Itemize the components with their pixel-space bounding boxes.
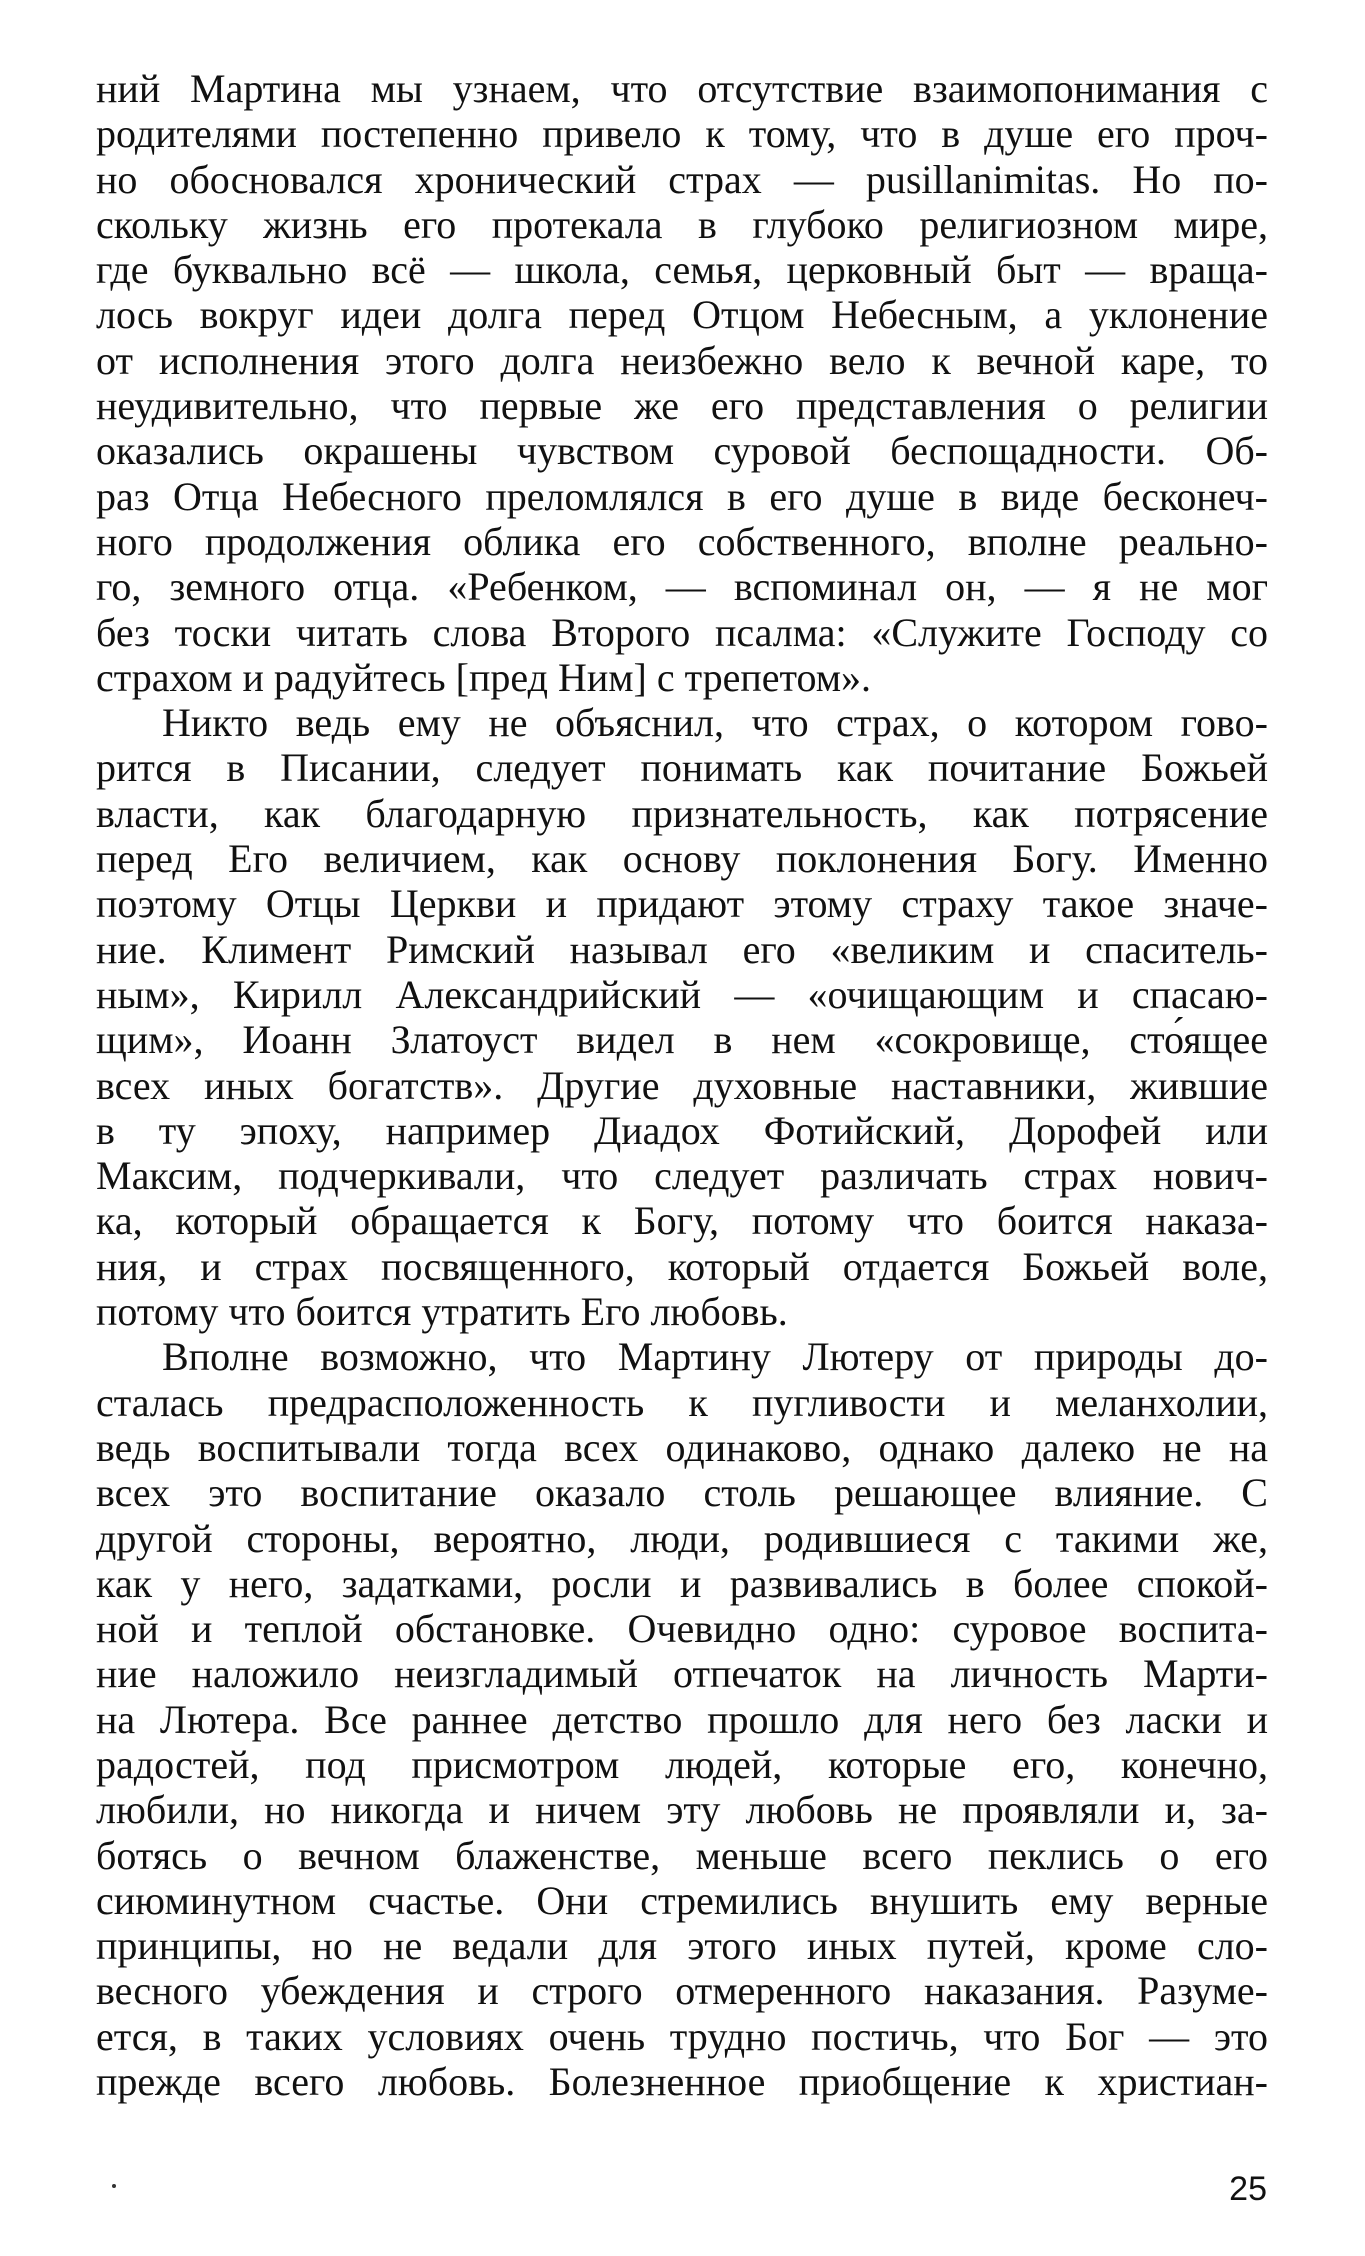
text-line: щим», Иоанн Златоуст видел в нем «сокровище, сто́ящее (96, 1017, 1268, 1063)
text-line: лось вокруг идеи долга перед Отцом Небесным, а уклонение (96, 292, 1268, 338)
text-line: власти, как благодарную признательность, как потрясение (96, 790, 1268, 836)
text-line: ния, и страх посвященного, который отдается Божьей воле, (96, 1243, 1268, 1289)
text-line: Максим, подчеркивали, что следует различать страх нович- (96, 1153, 1268, 1199)
text-line: потому что боится утратить Его любовь. (96, 1289, 788, 1335)
text-line: ведь воспитывали тогда всех одинаково, однако далеко не на (96, 1424, 1268, 1470)
text-line: всех иных богатств». Другие духовные наставники, жившие (96, 1062, 1268, 1108)
text-line: без тоски читать слова Второго псалма: «Служите Господу со (96, 609, 1268, 655)
text-line: ний Мартина мы узнаем, что отсутствие взаимопонимания с (96, 66, 1268, 111)
text-line: раз Отца Небесного преломлялся в его душе в виде бесконеч- (96, 473, 1268, 519)
text-line: в ту эпоху, например Диадох Фотийский, Дорофей или (96, 1107, 1268, 1153)
text-line: скольку жизнь его протекала в глубоко религиозном мире, (96, 201, 1268, 247)
text-line: оказались окрашены чувством суровой беспощадности. Об- (96, 428, 1268, 474)
text-line: ным», Кирилл Александрийский — «очищающим и спасаю- (96, 971, 1268, 1017)
paragraph (96, 1334, 1268, 2104)
text-line: перед Его величием, как основу поклонения Богу. Именно (96, 836, 1268, 882)
text-line: сталась предрасположенность к пугливости и меланхолии, (96, 1379, 1268, 1425)
text-line: но обосновался хронический страх — pusillanimitas. Но по- (96, 156, 1268, 202)
text-line: поэтому Отцы Церкви и придают этому страху такое значе- (96, 881, 1268, 927)
text-line: ка, который обращается к Богу, потому что боится наказа- (96, 1198, 1268, 1244)
text-line: всех это воспитание оказало столь решающее влияние. С (96, 1470, 1268, 1516)
text-line: ного продолжения облика его собственного, вполне реально- (96, 518, 1268, 564)
text-line: другой стороны, вероятно, люди, родившиеся с такими же, (96, 1515, 1268, 1561)
text-line: Никто ведь ему не объяснил, что страх, о котором гово- (162, 700, 1268, 746)
text-line: любили, но никогда и ничем эту любовь не проявляли и, за- (96, 1787, 1268, 1833)
text-line: весного убеждения и строго отмеренного наказания. Разуме- (96, 1968, 1268, 2014)
text-line: принципы, но не ведали для этого иных путей, кроме сло- (96, 1923, 1268, 1969)
text-line: как у него, задатками, росли и развивались в более спокой- (96, 1560, 1268, 1606)
text-line: от исполнения этого долга неизбежно вело к вечной каре, то (96, 337, 1268, 383)
body-text (96, 66, 1268, 2104)
text-line: сиюминутном счастье. Они стремились внушить ему верные (96, 1877, 1268, 1923)
text-line: ется, в таких условиях очень трудно постичь, что Бог — это (96, 2013, 1268, 2059)
text-line: радостей, под присмотром людей, которые его, конечно, (96, 1741, 1268, 1787)
text-line: рится в Писании, следует понимать как почитание Божьей (96, 745, 1268, 791)
stray-mark (112, 2184, 116, 2188)
text-line: прежде всего любовь. Болезненное приобщение к христиан- (96, 2059, 1268, 2105)
text-line: Вполне возможно, что Мартину Лютеру от природы до- (162, 1334, 1268, 1380)
text-line: го, земного отца. «Ребенком, — вспоминал он, — я не мог (96, 564, 1268, 610)
paragraph (96, 700, 1268, 1334)
text-line: неудивительно, что первые же его представления о религии (96, 383, 1268, 429)
text-line: где буквально всё — школа, семья, церковный быт — враща- (96, 247, 1268, 293)
paragraph (96, 66, 1268, 700)
text-line: ние. Климент Римский называл его «великим и спаситель- (96, 926, 1268, 972)
text-line: ние наложило неизгладимый отпечаток на личность Марти- (96, 1651, 1268, 1697)
text-line: ботясь о вечном блаженстве, меньше всего пеклись о его (96, 1832, 1268, 1878)
text-line: на Лютера. Все раннее детство прошло для него без ласки и (96, 1696, 1268, 1742)
text-line: ной и теплой обстановке. Очевидно одно: суровое воспита- (96, 1606, 1268, 1652)
text-line: родителями постепенно привело к тому, что в душе его проч- (96, 111, 1268, 157)
text-line: страхом и радуйтесь [пред Ним] с трепетом». (96, 654, 872, 700)
page-number: 25 (1229, 2170, 1267, 2208)
